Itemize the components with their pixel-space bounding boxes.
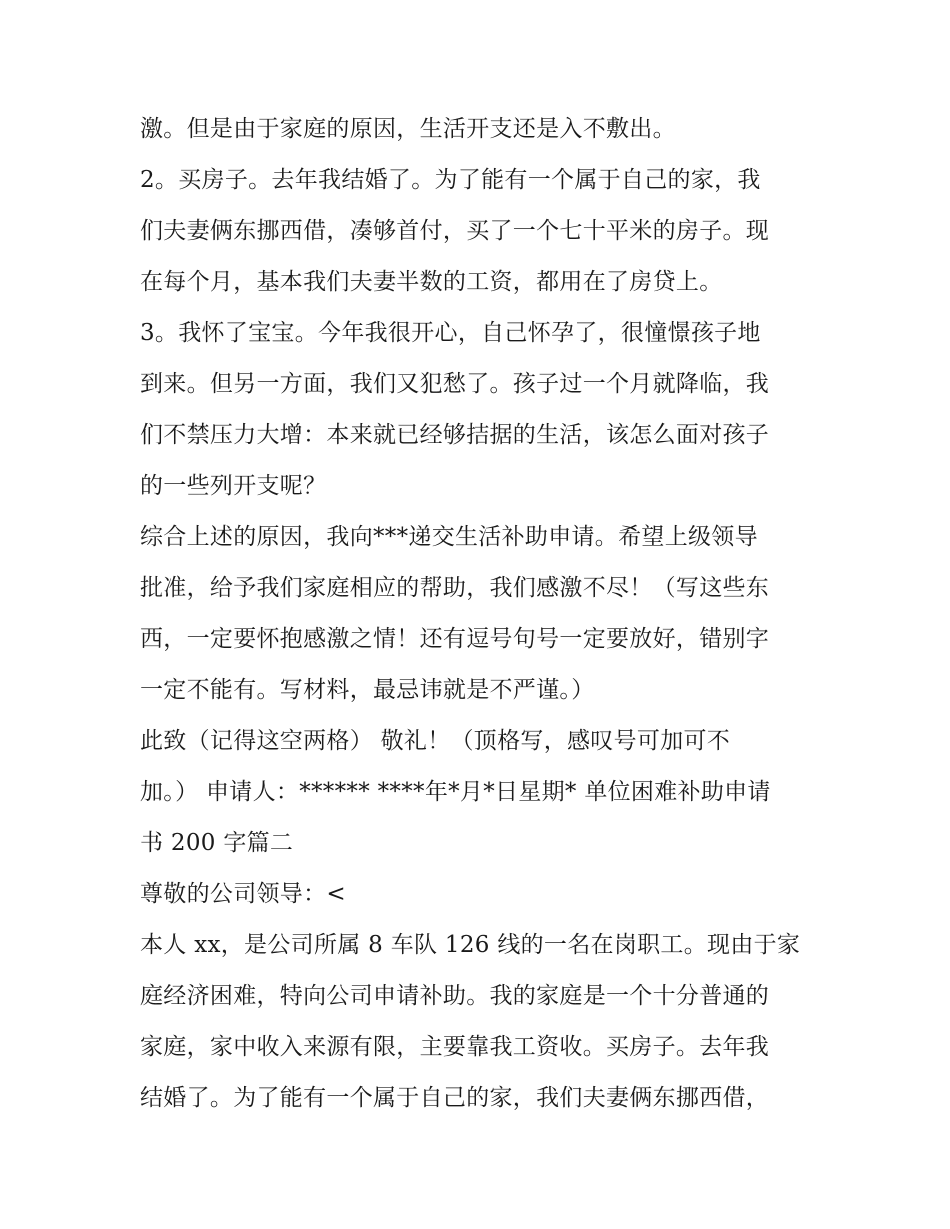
text-line: 批准，给予我们家庭相应的帮助，我们感激不尽！（写这些东 [140, 575, 770, 601]
text-line: 3。我怀了宝宝。今年我很开心，自己怀孕了，很憧憬孩子地 [140, 320, 761, 346]
text-line: 尊敬的公司领导：< [140, 881, 346, 907]
text-line: 的一些列开支呢？ [140, 473, 327, 499]
text-line: 本人 xx，是公司所属 8 车队 126 线的一名在岗职工。现由于家 [140, 932, 801, 958]
text-line: 综合上述的原因，我向***递交生活补助申请。希望上级领导 [140, 524, 758, 550]
document-body [140, 104, 820, 1124]
text-line: 西，一定要怀抱感激之情！还有逗号句号一定要放好，错别字 [140, 626, 770, 652]
text-line: 在每个月，基本我们夫妻半数的工资，都用在了房贷上。 [140, 269, 723, 295]
text-line: 2。买房子。去年我结婚了。为了能有一个属于自己的家，我 [140, 167, 761, 193]
text-line: 庭经济困难，特向公司申请补助。我的家庭是一个十分普通的 [140, 983, 770, 1009]
text-line: 到来。但另一方面，我们又犯愁了。孩子过一个月就降临，我 [140, 371, 770, 397]
text-line: 们夫妻俩东挪西借，凑够首付，买了一个七十平米的房子。现 [140, 218, 770, 244]
text-line: 家庭，家中收入来源有限，主要靠我工资收。买房子。去年我 [140, 1034, 770, 1060]
text-line: 激。但是由于家庭的原因，生活开支还是入不敷出。 [140, 116, 676, 142]
text-line: 书 200 字篇二 [140, 830, 294, 856]
text-line: 一定不能有。写材料，最忌讳就是不严谨。） [140, 677, 595, 703]
text-line: 结婚了。为了能有一个属于自己的家，我们夫妻俩东挪西借， [140, 1085, 770, 1111]
text-line: 们不禁压力大增：本来就已经够拮据的生活，该怎么面对孩子 [140, 422, 770, 448]
text-line: 此致（记得这空两格） 敬礼！（顶格写，感叹号可加可不 [140, 728, 731, 754]
text-line: 加。） 申请人：****** ****年*月*日星期* 单位困难补助申请 [140, 779, 771, 805]
